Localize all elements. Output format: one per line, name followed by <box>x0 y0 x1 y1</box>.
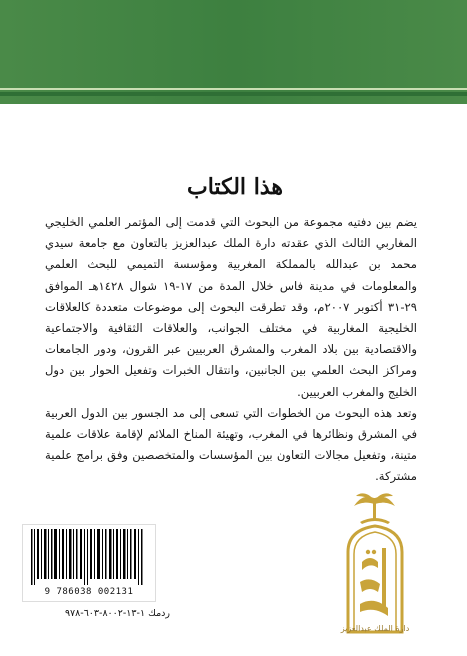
logo-caption: دارة الملك عبدالعزيز <box>340 624 410 633</box>
barcode <box>22 524 156 602</box>
band-dark-stripe <box>0 92 467 96</box>
barcode-number: 9 786038 002131 <box>44 587 134 597</box>
section-heading: هذا الكتاب <box>187 174 283 200</box>
paragraph-1: يضم بين دفتيه مجموعة من البحوث التي قدمت إلى المؤتمر العلمي الخليجي المغاربي الثالث الذي عقدته دارة الملك عبدالعزيز بالتعاون مع جامعة سيدي محمد بن عبدالله بالمملكة المغربية ومؤسسة التميمي للبحث العلمي والمعلومات في مدينة فاس خلال المدة من ١٧-١٩ شوال ١٤٢٨هـ الموافق ٢٩-٣١ أكتوبر ٢٠٠٧م، وقد تطرقت البحوث إلى موضوعات متعددة كالعلاقات الخليجية المغاربية في مختلف الجوانب، والعلاقات الثقافية والاجتماعية والاقتصادية بين بلاد المغرب والمشرق العربيين عبر القرون، ودور الجامعات ومراكز البحث العلمي بين الجانبين، وانتقال الخبرات وتفعيل الحوار بين دول الخليج والمغرب العربيين. <box>45 215 417 399</box>
description-text <box>45 212 417 488</box>
darah-logo-icon <box>330 492 420 642</box>
band-light-stripe <box>0 88 467 90</box>
barcode-bars <box>29 529 149 585</box>
isbn-text: ردمك ١-١٣-٨٠٠٢-٦٠٣-٩٧٨ <box>64 608 170 619</box>
top-green-band <box>0 0 467 104</box>
paragraph-2: وتعد هذه البحوث من الخطوات التي تسعى إلى مد الجسور بين الدول العربية في المشرق ونظائرها في المغرب، وتهيئة المناخ الملائم لإقامة علاقات علمية متينة، وتفعيل مجالات التعاون بين المؤسسات والمتخصصين وفق برامج علمية مشتركة. <box>45 405 417 484</box>
